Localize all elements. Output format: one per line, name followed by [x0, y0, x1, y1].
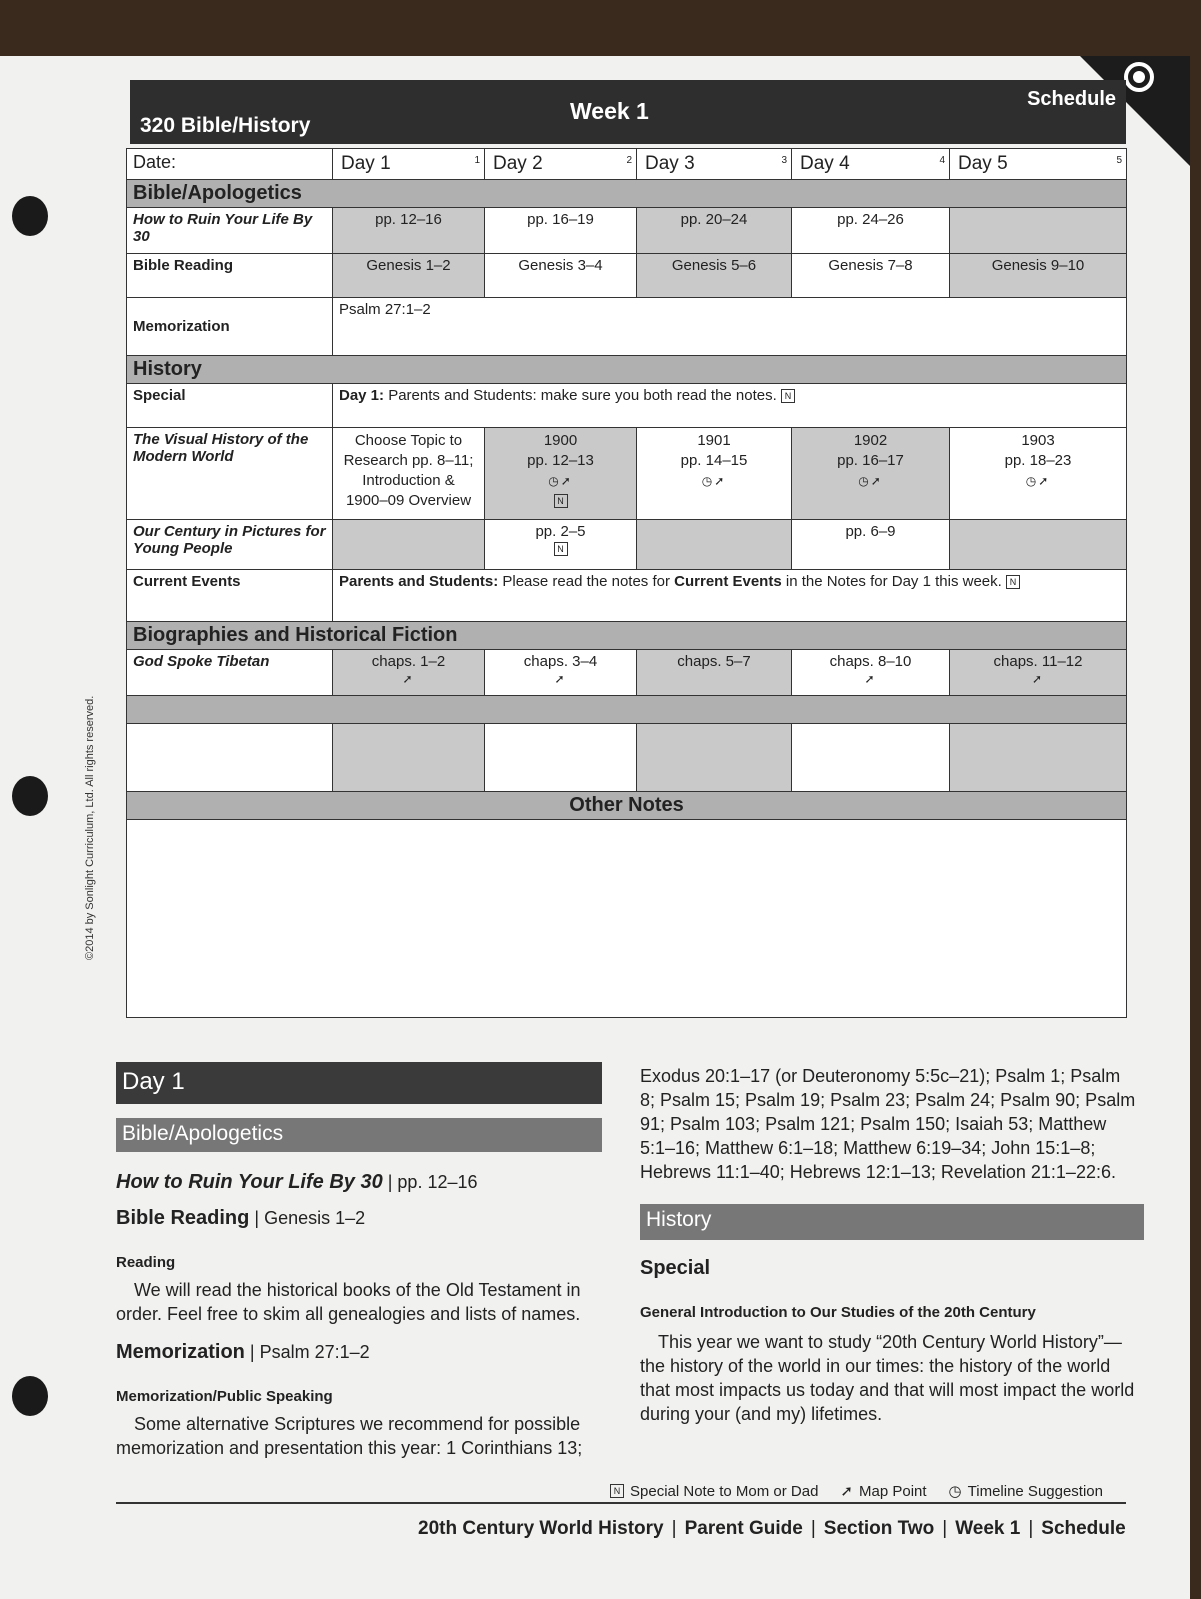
blank-cell: [950, 724, 1127, 792]
footer-schedule: Schedule: [1041, 1518, 1126, 1539]
footer: [418, 1518, 1126, 1540]
section-other-notes: Other Notes: [127, 792, 1127, 820]
bio-section-row: [127, 622, 1127, 650]
cell: pp. 20–24: [637, 208, 792, 254]
timeline-icon: ◷: [858, 474, 871, 488]
section-blank: [127, 696, 1127, 724]
cell-line: 1902: [853, 432, 888, 449]
tibetan-day-5: [950, 650, 1127, 696]
note-icon: N: [781, 389, 795, 403]
cell-line: Introduction &: [362, 472, 455, 489]
footer-separator: |: [810, 1518, 816, 1539]
cell: pp. 12–16: [333, 208, 485, 254]
section-history: History: [127, 356, 1127, 384]
map-point-icon: ➚: [840, 1483, 853, 1500]
ruin-pages: pp. 12–16: [397, 1172, 478, 1192]
day-label: Day 2: [493, 153, 543, 174]
visual-day-2: [485, 428, 637, 520]
day-2-header: [485, 149, 637, 180]
memorization-line: [116, 1340, 606, 1364]
note-icon-wrap: [491, 491, 630, 511]
cell: pp. 24–26: [792, 208, 950, 254]
legend-map: [840, 1482, 926, 1500]
day-number: 3: [781, 155, 787, 166]
day-number: 4: [939, 155, 945, 166]
legend: [610, 1482, 1103, 1500]
separator: |: [249, 1342, 255, 1362]
cell-line: 1903: [1021, 432, 1055, 449]
general-intro-subheading: General Introduction to Our Studies of the 20th Century: [640, 1304, 1036, 1321]
cell: [637, 520, 792, 570]
bible-section-row: [127, 180, 1127, 208]
map-point-icon: ➚: [870, 474, 883, 488]
cell-line: 1900–09 Overview: [345, 492, 472, 509]
day-5-header: [950, 149, 1127, 180]
bible-reading-title: Bible Reading: [116, 1207, 250, 1229]
reading-paragraph: We will read the historical books of the Old Testament in order. Feel free to skim all genealogies and lists of names.: [116, 1280, 581, 1324]
events-bold: Parents and Students:: [339, 573, 499, 590]
visual-day-5: [950, 428, 1127, 520]
timeline-map-icons: [956, 471, 1120, 491]
punch-hole: [12, 1376, 48, 1416]
day-3-header: [637, 149, 792, 180]
tibetan-row: [127, 650, 1127, 696]
events-bold: Current Events: [674, 573, 782, 590]
footer-title: 20th Century World History: [418, 1518, 664, 1539]
corner-circle-icon: [1124, 62, 1154, 92]
cell: pp. 16–19: [485, 208, 637, 254]
special-row: [127, 384, 1127, 428]
footer-section: Section Two: [823, 1518, 935, 1539]
other-notes-box: [127, 820, 1127, 1018]
current-events-row: [127, 570, 1127, 622]
blank-cell: [637, 724, 792, 792]
map-point-icon: ➚: [864, 672, 877, 686]
cell: Genesis 5–6: [637, 254, 792, 298]
footer-rule: [116, 1502, 1126, 1504]
tibetan-day-1: [333, 650, 485, 696]
century-label-text: Our Century in Pictures for Young People: [133, 523, 326, 557]
cell-line: 1901: [697, 432, 731, 449]
map-point-icon: ➚: [714, 474, 727, 488]
legend-map-label: Map Point: [859, 1482, 927, 1500]
special-text: Parents and Students: make sure you both read the notes.: [388, 387, 777, 404]
tibetan-day-3: [637, 650, 792, 696]
separator: |: [387, 1172, 393, 1192]
bible-reading-ref: Genesis 1–2: [264, 1208, 366, 1228]
cell-line: pp. 2–5: [535, 523, 586, 540]
cell-line: Choose Topic to: [354, 432, 463, 449]
day-number: 2: [626, 155, 632, 166]
day-number: 1: [474, 155, 480, 166]
cell: [950, 520, 1127, 570]
section-biographies: Biographies and Historical Fiction: [127, 622, 1127, 650]
reading-subheading: Reading: [116, 1254, 176, 1271]
events-text: in the Notes for Day 1 this week.: [785, 573, 1002, 590]
timeline-map-icons: [491, 471, 630, 491]
cell: pp. 6–9: [792, 520, 950, 570]
memorization-ref: Psalm 27:1–2: [259, 1342, 370, 1362]
ruin-line: [116, 1170, 606, 1194]
history-heading: History: [640, 1204, 1144, 1240]
day-number: 5: [1116, 155, 1122, 166]
bible-reading-line: [116, 1206, 606, 1230]
visual-day-3: [637, 428, 792, 520]
row-label-visual-history: [127, 428, 333, 520]
visual-day-1: [333, 428, 485, 520]
map-point-icon: ➚: [1031, 672, 1045, 686]
day-1-header: [333, 149, 485, 180]
tibetan-day-4: [792, 650, 950, 696]
tibetan-label-text: God Spoke Tibetan: [133, 653, 270, 670]
map-point-icon: ➚: [560, 474, 573, 488]
bible-apologetics-heading: Bible/Apologetics: [116, 1118, 602, 1152]
schedule-title: Schedule: [1027, 88, 1116, 110]
special-cell: [333, 384, 1127, 428]
general-intro-paragraph: This year we want to study “20th Century World History”—the history of the world in our times: the history of the world that most impacts us today and that will most impact the world during your (and my) lifetimes.: [640, 1332, 1135, 1424]
century-day-2: [485, 520, 637, 570]
blank-cell: [127, 724, 333, 792]
note-icon: N: [1006, 575, 1020, 589]
day-4-header: [792, 149, 950, 180]
footer-separator: |: [1028, 1518, 1034, 1539]
cell-line: chaps. 11–12: [993, 653, 1083, 670]
memorization-paragraph: Some alternative Scriptures we recommend for possible memorization and presentation this year: 1 Corinthians 13;: [116, 1414, 583, 1458]
century-row: [127, 520, 1127, 570]
timeline-icon: ◷: [548, 474, 561, 488]
cell: Genesis 1–2: [333, 254, 485, 298]
events-text: Please read the notes for: [502, 573, 670, 590]
cell-line: chaps. 8–10: [829, 653, 912, 670]
timeline-icon: ◷: [948, 1483, 962, 1500]
blank-cell: [333, 724, 485, 792]
row-label-current-events: Current Events: [127, 570, 333, 622]
cell-line: pp. 12–13: [527, 452, 594, 469]
cell-line: 1900: [543, 432, 578, 449]
day-label: Day 3: [645, 153, 695, 174]
cell-line: chaps. 1–2: [371, 653, 446, 670]
legend-note-label: Special Note to Mom or Dad: [630, 1482, 819, 1500]
blank-cell: [485, 724, 637, 792]
visual-history-row: [127, 428, 1127, 520]
row-label-memorization: Memorization: [127, 298, 333, 356]
cell: Genesis 3–4: [485, 254, 637, 298]
note-icon: N: [554, 542, 568, 556]
cell-line: pp. 14–15: [680, 452, 748, 469]
row-label-ruin: [127, 208, 333, 254]
other-notes-row: [127, 792, 1127, 820]
cell-line: Research pp. 8–11;: [343, 452, 474, 469]
bible-reading-row: [127, 254, 1127, 298]
timeline-icon: ◷: [1025, 474, 1039, 488]
note-icon: N: [554, 494, 568, 508]
cell-line: pp. 18–23: [1004, 452, 1072, 469]
cell: [333, 520, 485, 570]
map-point-icon: ➚: [554, 672, 567, 686]
legend-timeline: [949, 1482, 1103, 1500]
legend-note: [610, 1482, 818, 1500]
special-bold: Day 1:: [339, 387, 385, 404]
ruin-label-text: How to Ruin Your Life By 30: [133, 211, 313, 245]
cell-line: chaps. 5–7: [677, 653, 751, 670]
date-label: Date:: [127, 149, 333, 180]
visual-label-text: The Visual History of the Modern World: [133, 431, 309, 465]
row-label-bible-reading: Bible Reading: [127, 254, 333, 298]
separator: |: [254, 1208, 260, 1228]
tibetan-day-2: [485, 650, 637, 696]
cell: Genesis 7–8: [792, 254, 950, 298]
note-icon: N: [610, 1484, 624, 1498]
memorization-subheading: Memorization/Public Speaking: [116, 1388, 333, 1405]
section-bible-apologetics: Bible/Apologetics: [127, 180, 1127, 208]
current-events-cell: [333, 570, 1127, 622]
week-title: Week 1: [570, 98, 649, 124]
scripture-list: Exodus 20:1–17 (or Deuteronomy 5:5c–21); Psalm 1; Psalm 8; Psalm 15; Psalm 19; Psalm 23; Psalm 24; Psalm 90; Psalm 91; Psalm 103; Psalm 121; Psalm 150; Isaiah 53; Matthew 5:1–16; Matthew 6:1–18; Matthew 6:19–34; John 15:1–8; Hebrews 11:1–40; Hebrews 12:1–13; Revelation 21:1–22:6.: [640, 1066, 1136, 1182]
blank-cell: [792, 724, 950, 792]
schedule-header: [130, 80, 1126, 144]
legend-timeline-label: Timeline Suggestion: [967, 1482, 1103, 1500]
punch-hole: [12, 196, 48, 236]
memorization-title: Memorization: [116, 1341, 245, 1363]
map-point-icon: ➚: [1038, 474, 1051, 488]
history-section-row: [127, 356, 1127, 384]
cell: Genesis 9–10: [950, 254, 1127, 298]
timeline-map-icons: [643, 471, 785, 491]
course-title: 320 Bible/History: [140, 114, 311, 137]
row-label-century: [127, 520, 333, 570]
cell-line: pp. 16–17: [837, 452, 904, 469]
blank-section-row: [127, 696, 1127, 724]
row-label-special: Special: [127, 384, 333, 428]
map-point-icon: ➚: [402, 672, 415, 686]
cell-line: chaps. 3–4: [523, 653, 598, 670]
date-row: [127, 149, 1127, 180]
punch-hole: [12, 776, 48, 816]
row-label-tibetan: [127, 650, 333, 696]
schedule-table: [126, 148, 1127, 1018]
blank-row: [127, 724, 1127, 792]
timeline-icon: ◷: [701, 474, 715, 488]
footer-separator: |: [671, 1518, 677, 1539]
day-label: Day 1: [341, 153, 391, 174]
ruin-title: How to Ruin Your Life By 30: [116, 1171, 383, 1193]
timeline-map-icons: [798, 471, 943, 491]
special-heading: Special: [640, 1257, 711, 1279]
memorization-cell: Psalm 27:1–2: [333, 298, 1127, 356]
footer-week: Week 1: [955, 1518, 1021, 1539]
visual-day-4: [792, 428, 950, 520]
ruin-row: [127, 208, 1127, 254]
cell: [950, 208, 1127, 254]
footer-guide: Parent Guide: [684, 1518, 803, 1539]
footer-separator: |: [942, 1518, 948, 1539]
other-notes-area: [127, 820, 1127, 1018]
day-1-heading: Day 1: [116, 1062, 602, 1104]
copyright-notice: ©2014 by Sonlight Curriculum, Ltd. All rights reserved.: [84, 695, 96, 960]
day-label: Day 5: [958, 153, 1008, 174]
memorization-row: [127, 298, 1127, 356]
day-label: Day 4: [800, 153, 850, 174]
